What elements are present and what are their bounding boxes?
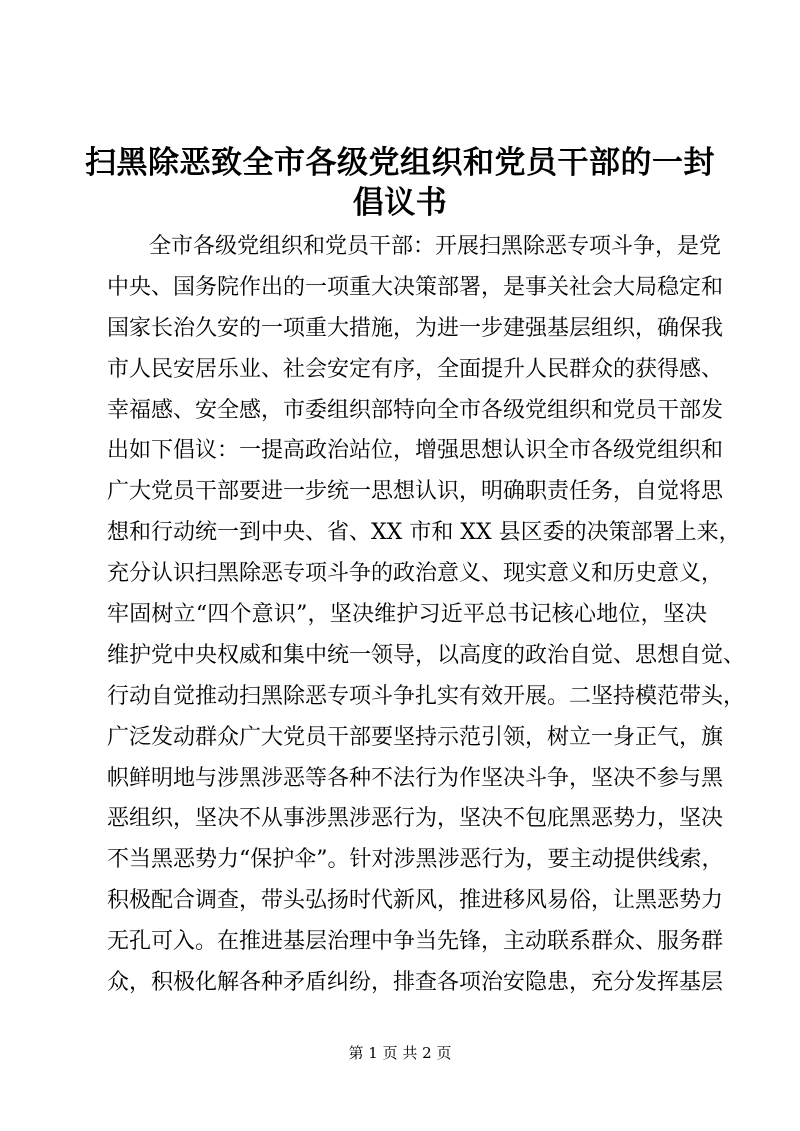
body-line: 恶组织，坚决不从事涉黑涉恶行为，坚决不包庇黑恶势力，坚决 xyxy=(107,806,724,832)
body-line: 牢固树立“四个意识”，坚决维护习近平总书记核心地位，坚决 xyxy=(107,602,707,628)
body-line: 市人民安居乐业、社会安定有序，全面提升人民群众的获得感、 xyxy=(107,356,724,382)
body-line: 帜鲜明地与涉黑涉恶等各种不法行为作坚决斗争，坚决不参与黑 xyxy=(107,765,724,791)
body-line: 广泛发动群众广大党员干部要坚持示范引领，树立一身正气，旗 xyxy=(107,724,724,750)
body-line: 不当黑恶势力“保护伞”。针对涉黑涉恶行为，要主动提供线索， xyxy=(107,847,724,873)
document-title-line-1: 扫黑除恶致全市各级党组织和党员干部的一封 xyxy=(85,145,715,181)
page-number-footer: 第 1 页 共 2 页 xyxy=(348,1044,452,1062)
body-line: 中央、国务院作出的一项重大决策部署，是事关社会大局稳定和 xyxy=(107,274,724,300)
body-line: 想和行动统一到中央、省、XX 市和 XX 县区委的决策部署上来， xyxy=(107,520,741,546)
body-line: 国家长治久安的一项重大措施，为进一步建强基层组织，确保我 xyxy=(107,315,724,341)
body-line: 无孔可入。在推进基层治理中争当先锋，主动联系群众、服务群 xyxy=(107,929,724,955)
body-line: 出如下倡议：一提高政治站位，增强思想认识全市各级党组织和 xyxy=(107,438,724,464)
body-line: 广大党员干部要进一步统一思想认识，明确职责任务，自觉将思 xyxy=(107,479,724,505)
body-line: 行动自觉推动扫黑除恶专项斗争扎实有效开展。二坚持模范带头， xyxy=(107,683,746,709)
document-body xyxy=(107,227,746,1004)
body-line: 幸福感、安全感，市委组织部特向全市各级党组织和党员干部发 xyxy=(107,397,724,423)
body-line: 全市各级党组织和党员干部：开展扫黑除恶专项斗争，是党 xyxy=(149,234,722,259)
body-line: 积极配合调查，带头弘扬时代新风，推进移风易俗，让黑恶势力 xyxy=(107,888,724,914)
document-title-line-2: 倡议书 xyxy=(352,185,448,221)
body-line: 维护党中央权威和集中统一领导，以高度的政治自觉、思想自觉、 xyxy=(107,642,746,668)
body-line: 众，积极化解各种矛盾纠纷，排查各项治安隐患，充分发挥基层 xyxy=(107,970,724,996)
body-line: 充分认识扫黑除恶专项斗争的政治意义、现实意义和历史意义， xyxy=(107,561,724,587)
